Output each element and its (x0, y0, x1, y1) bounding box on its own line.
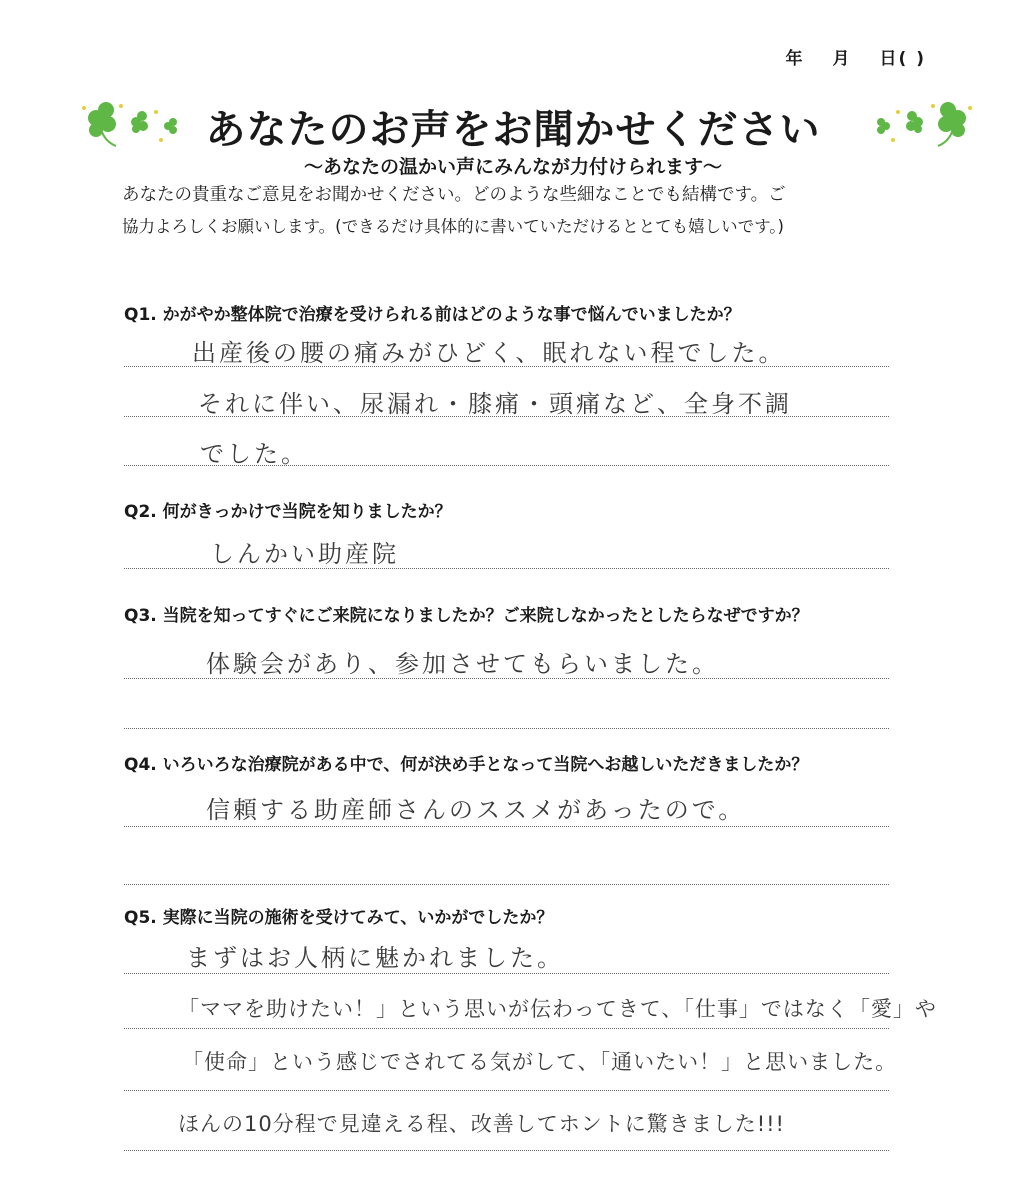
answer-line-divider (124, 416, 889, 417)
answer-1-line-1: 出産後の腰の痛みがひどく、眠れない程でした。 (192, 339, 786, 367)
date-month-label: 月 (832, 49, 852, 69)
question-1-label: Q1. かがやか整体院で治療を受けられる前はどのような事で悩んでいましたか？ (124, 305, 741, 325)
answer-line-divider (124, 728, 889, 729)
answer-line-divider (124, 826, 889, 827)
answer-line-divider (124, 884, 889, 885)
answer-line-divider (124, 1028, 889, 1029)
answer-line-divider (124, 1150, 889, 1151)
answer-line-divider (124, 465, 889, 466)
answer-line-divider (124, 1090, 889, 1091)
question-5-label: Q5. 実際に当院の施術を受けてみて、いかがでしたか？ (124, 908, 554, 928)
answer-3-line-1: 体験会があり、参加させてもらいました。 (206, 650, 719, 678)
intro-text (122, 180, 922, 242)
answer-line-divider (124, 678, 889, 679)
answer-5-line-1: まずはお人柄に魅かれました。 (186, 944, 564, 972)
intro-line: あなたの貴重なご意見をお聞かせください。どのような些細なことでも結構です。ご (122, 185, 786, 205)
question-2-label: Q2. 何がきっかけで当院を知りましたか？ (124, 502, 452, 522)
answer-5-line-3: 「使命」という感じでされてる気がして、「通いたい！」と思いました。 (182, 1050, 898, 1074)
answer-5-line-4: ほんの10分程で見違える程、改善してホントに驚きました!!! (178, 1112, 785, 1136)
answer-line-divider (124, 973, 889, 974)
question-4-label: Q4. いろいろな治療院がある中で、何が決め手となって当院へお越しいただきましたか？ (124, 755, 809, 775)
answer-line-divider (124, 568, 889, 569)
intro-line: 協力よろしくお願いします。(できるだけ具体的に書いていただけるととても嬉しいです。) (122, 217, 784, 236)
page-subtitle: 〜あなたの温かい声にみんなが力付けられます〜 (303, 156, 722, 178)
answer-4-line-1: 信頼する助産師さんのススメがあったので。 (206, 796, 746, 824)
answer-1-line-3: でした。 (200, 440, 308, 468)
answer-1-line-2: それに伴い、尿漏れ・膝痛・頭痛など、全身不調 (198, 390, 792, 418)
answer-line-divider (124, 366, 889, 367)
date-day-label: 日( ) (879, 49, 926, 69)
date-year-label: 年 (785, 49, 805, 69)
date-field (786, 44, 926, 69)
answer-2-line-1: しんかい助産院 (210, 540, 399, 568)
answer-5-line-2: 「ママを助けたい！」という思いが伝わってきて、「仕事」ではなく「愛」や (178, 997, 937, 1021)
question-3-label: Q3. 当院を知ってすぐにご来院になりましたか？ご来院しなかったとしたらなぜですか？ (124, 606, 809, 626)
page-title: あなたのお声をお聞かせください (205, 107, 821, 153)
